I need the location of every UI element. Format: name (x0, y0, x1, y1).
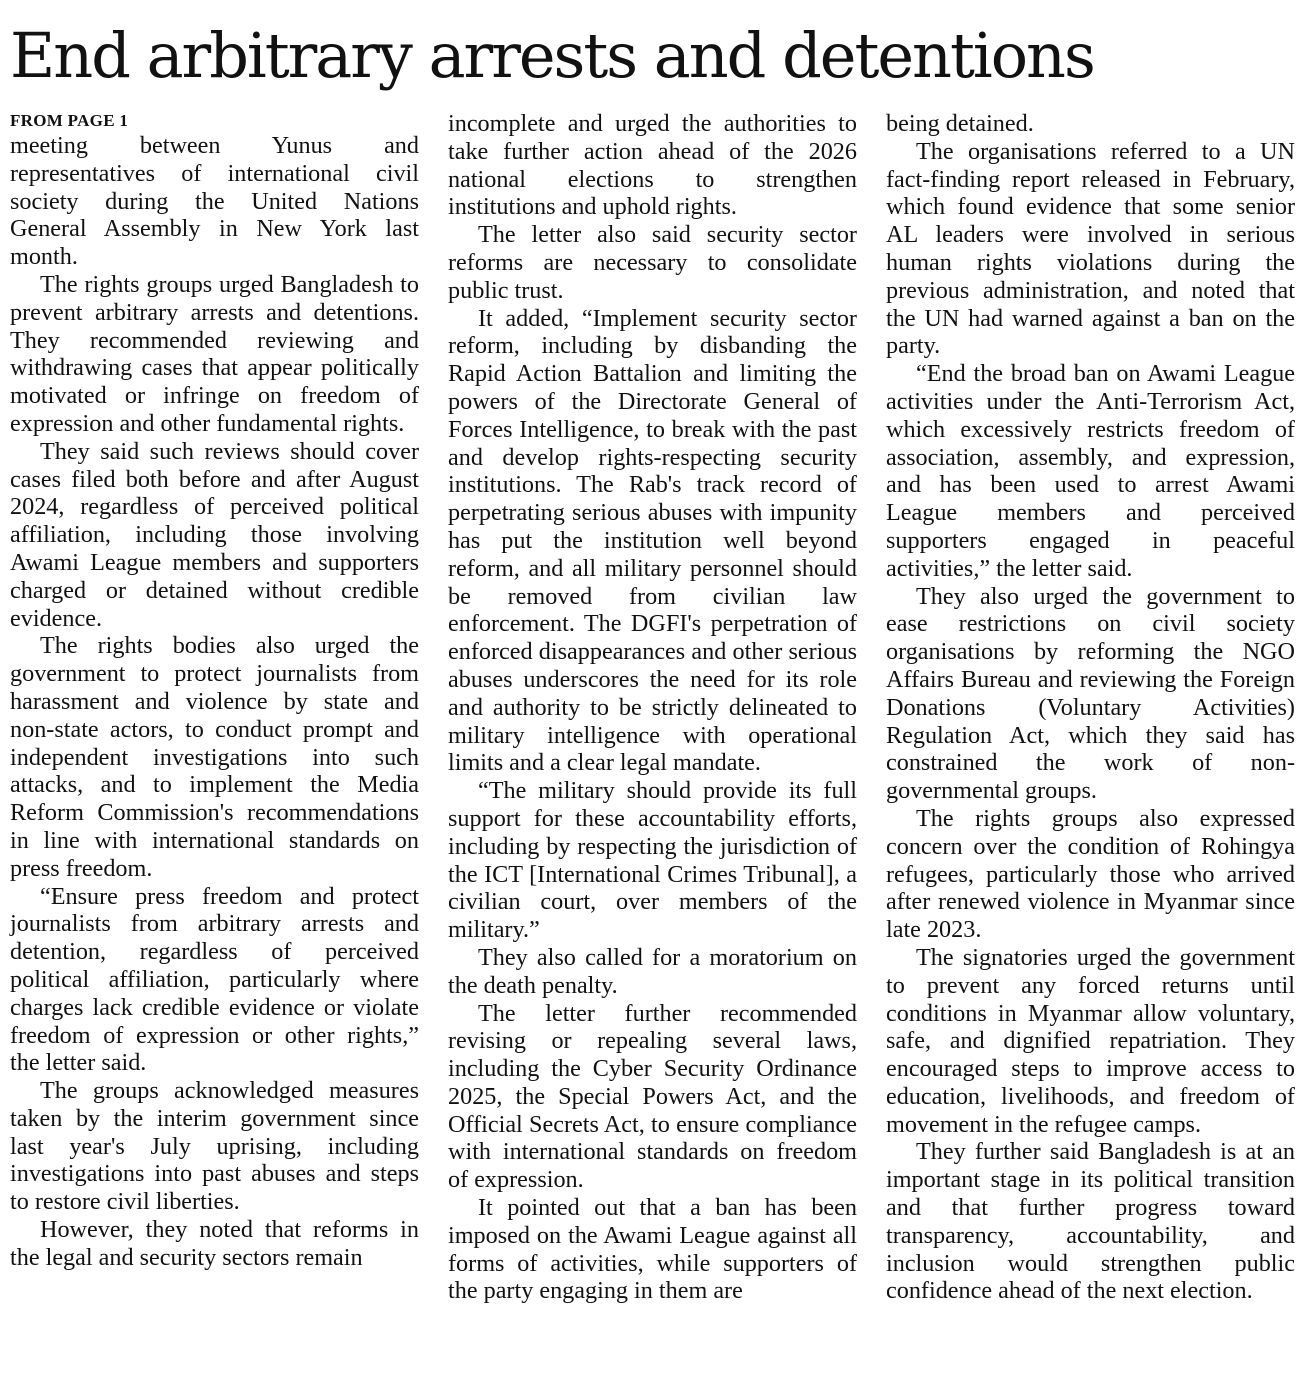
paragraph: “Ensure press freedom and protect journalists from arbitrary arrests and detention, regardless of perceived political affiliation, particularly where charges lack credible evidence or violate freedom of expression or other rights,” the letter said. (10, 882, 419, 1077)
paragraph: being detained. (886, 110, 1034, 137)
paragraph: The letter also said security sector reforms are necessary to consolidate public trust. (448, 221, 857, 304)
paragraph: The signatories urged the government to prevent any forced returns until conditions in Myanmar allow voluntary, safe, and dignified repatriation. They encouraged steps to improve access to education, livelihoods, and freedom of movement in the refugee camps. (886, 943, 1295, 1138)
article-column-2 (448, 110, 857, 1305)
paragraph: However, they noted that reforms in the legal and security sectors remain (10, 1216, 419, 1271)
article-column-1 (10, 110, 419, 1272)
paragraph: incomplete and urged the authorities to take further action ahead of the 2026 national elections to strengthen institutions and uphold rights. (448, 110, 857, 221)
paragraph: They also called for a moratorium on the death penalty. (448, 943, 857, 999)
paragraph: The letter further recommended revising or repealing several laws, including the Cyber Security Ordinance 2025, the Special Powers Act, and the Official Secrets Act, to ensure compliance with international standards on freedom of expression. (448, 999, 857, 1194)
paragraph: The rights bodies also urged the government to protect journalists from harassment and violence by state and non-state actors, to conduct prompt and independent investigations into such attacks, and to implement the Media Reform Commission's recommendations in line with international standards on press freedom. (10, 632, 419, 882)
paragraph: The organisations referred to a UN fact-finding report released in February, which found evidence that some senior AL leaders were involved in serious human rights violations during the previous administration, and noted that the UN had warned against a ban on the party. (886, 137, 1295, 360)
paragraph: They further said Bangladesh is at an important stage in its political transition and that further progress toward transparency, accountability, and inclusion would strengthen public confidence ahead of the next election. (886, 1138, 1295, 1305)
paragraph: The rights groups also expressed concern over the condition of Rohingya refugees, particularly those who arrived after renewed violence in Myanmar since late 2023. (886, 804, 1295, 944)
paragraph: meeting between Yunus and representatives of international civil society during the United Nations General Assembly in New York last month. (10, 132, 419, 271)
continued-from-label: FROM PAGE 1 (10, 111, 129, 130)
paragraph: It added, “Implement security sector reform, including by disbanding the Rapid Action Battalion and limiting the powers of the Directorate General of Forces Intelligence, to break with the past and develop rights-respecting security institutions. The Rab's track record of perpetrating serious abuses with impunity has put the institution well beyond reform, and all military personnel should be removed from civilian law enforcement. The DGFI's perpetration of enforced disappearances and other serious abuses underscores the need for its role and authority to be strictly delineated to military intelligence with operational limits and a clear legal mandate. (448, 304, 857, 777)
article-column-3 (886, 110, 1295, 1305)
paragraph: It pointed out that a ban has been imposed on the Awami League against all forms of activities, while supporters of the party engaging in them are (448, 1194, 857, 1305)
paragraph: They said such reviews should cover cases filed both before and after August 2024, regardless of perceived political affiliation, including those involving Awami League members and supporters charged or detained without credible evidence. (10, 437, 419, 632)
paragraph: “The military should provide its full support for these accountability efforts, including by respecting the jurisdiction of the ICT [International Crimes Tribunal], a civilian court, over members of the military.” (448, 777, 857, 944)
headline: End arbitrary arrests and detentions (10, 19, 1094, 92)
paragraph: They also urged the government to ease restrictions on civil society organisations by reforming the NGO Affairs Bureau and reviewing the Foreign Donations (Voluntary Activities) Regulation Act, which they said has constrained the work of non-governmental groups. (886, 582, 1295, 805)
paragraph: “End the broad ban on Awami League activities under the Anti-Terrorism Act, which excessively restricts freedom of association, assembly, and expression, and has been used to arrest Awami League members and perceived supporters engaged in peaceful activities,” the letter said. (886, 360, 1295, 582)
paragraph: The groups acknowledged measures taken by the interim government since last year's July uprising, including investigations into past abuses and steps to restore civil liberties. (10, 1077, 419, 1216)
paragraph: The rights groups urged Bangladesh to prevent arbitrary arrests and detentions. They recommended reviewing and withdrawing cases that appear politically motivated or infringe on freedom of expression and other fundamental rights. (10, 270, 419, 437)
